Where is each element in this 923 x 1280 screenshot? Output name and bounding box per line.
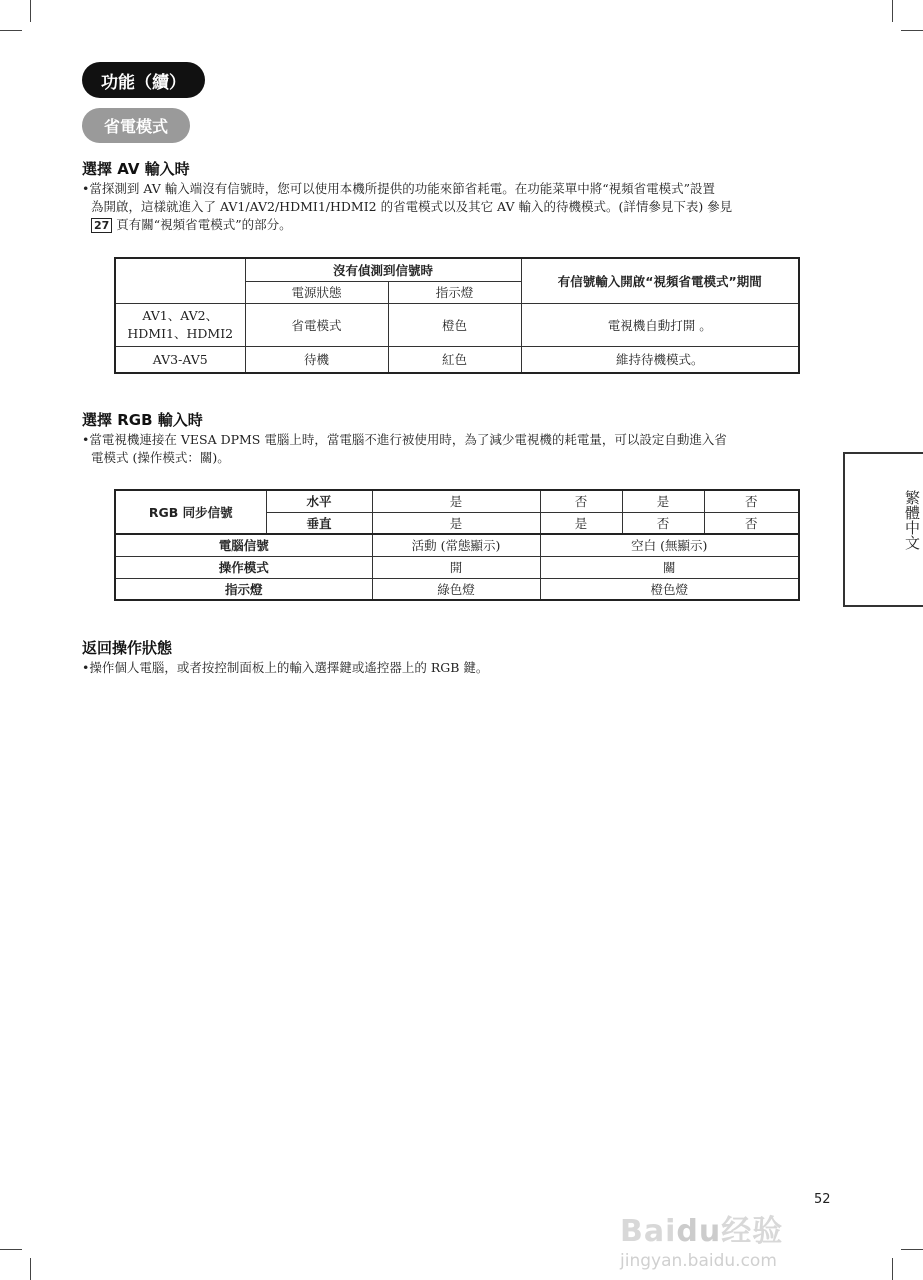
cell: 是 xyxy=(372,512,540,534)
cell: 否 xyxy=(622,512,704,534)
header-power: 電源狀態 xyxy=(245,281,388,303)
sync-label: RGB 同步信號 xyxy=(115,490,266,534)
subsection-pill: 省電模式 xyxy=(82,108,190,143)
crop-mark xyxy=(30,0,31,22)
rgb-text-line: 當電視機連接在 VESA DPMS 電腦上時，當電腦不進行被使用時，為了減少電視機的耗電量，可以設定自動進入省 xyxy=(89,432,727,447)
horizontal-label: 水平 xyxy=(266,490,372,512)
vertical-label: 垂直 xyxy=(266,512,372,534)
crop-mark xyxy=(0,1249,22,1250)
cell: 否 xyxy=(704,512,799,534)
watermark-url-drawing: jingyan.baidu.com xyxy=(620,1251,777,1271)
cell-signal: 維持待機模式。 xyxy=(521,346,799,373)
cell: 空白 (無顯示) xyxy=(540,534,799,556)
resume-text: 操作個人電腦，或者按控制面板上的輸入選擇鍵或遙控器上的 RGB 鍵。 xyxy=(89,660,489,675)
cell-indicator: 紅色 xyxy=(388,346,521,373)
cell-power: 省電模式 xyxy=(245,303,388,346)
av-text-line: 頁有關“視頻省電模式”的部分。 xyxy=(116,217,292,232)
cell: 關 xyxy=(540,556,799,578)
empty-cell xyxy=(115,258,245,303)
cell: 是 xyxy=(372,490,540,512)
cell-indicator: 橙色 xyxy=(388,303,521,346)
watermark-logo xyxy=(620,1214,783,1272)
av-text-line: 當探測到 AV 輸入端沒有信號時，您可以使用本機所提供的功能來節省耗電。在功能菜單中將“視頻省電模式”設置 xyxy=(89,181,716,196)
crop-mark xyxy=(892,1258,893,1280)
crop-mark xyxy=(901,1249,923,1250)
av-text-line: 為開啟，這樣就進入了 AV1/AV2/HDMI1/HDMI2 的省電模式以及其它 AV 輸入的待機模式。(詳情參見下表) 參見 xyxy=(91,199,733,214)
section-pill: 功能（續） xyxy=(82,62,205,98)
av-power-table xyxy=(114,257,800,374)
crop-mark xyxy=(30,1258,31,1280)
header-signal: 有信號輸入開啟“視頻省電模式”期間 xyxy=(521,258,799,303)
cell-signal: 電視機自動打開 。 xyxy=(521,303,799,346)
rgb-text-line: 電模式 (操作模式：關)。 xyxy=(91,450,230,465)
watermark-brand-drawing: Baidu经验 xyxy=(620,1214,784,1249)
crop-mark xyxy=(901,30,923,31)
cell: 否 xyxy=(540,490,622,512)
page-reference: 27 xyxy=(91,218,112,233)
cell: 是 xyxy=(540,512,622,534)
side-tab-label: 繁體中文 xyxy=(903,490,921,550)
header-no-signal: 沒有偵測到信號時 xyxy=(245,258,521,281)
cell: 否 xyxy=(704,490,799,512)
resume-paragraph: •操作個人電腦，或者按控制面板上的輸入選擇鍵或遙控器上的 RGB 鍵。 xyxy=(82,660,489,675)
cell: 綠色燈 xyxy=(372,578,540,600)
indicator-label: 指示燈 xyxy=(115,578,372,600)
crop-mark xyxy=(892,0,893,22)
crop-mark xyxy=(0,30,22,31)
cell: 橙色燈 xyxy=(540,578,799,600)
cell-input: AV1、AV2、HDMI1、HDMI2 xyxy=(115,303,245,346)
header-indicator: 指示燈 xyxy=(388,281,521,303)
cell: 開 xyxy=(372,556,540,578)
page-number: 52 xyxy=(814,1192,831,1207)
cell: 是 xyxy=(622,490,704,512)
rgb-heading: 選擇 RGB 輸入時 xyxy=(82,411,203,429)
rgb-paragraph: •當電視機連接在 VESA DPMS 電腦上時，當電腦不進行被使用時，為了減少電視機的耗電量，可以設定自動進入省 電模式 (操作模式：關)。 xyxy=(82,431,837,467)
av-heading: 選擇 AV 輸入時 xyxy=(82,160,190,178)
rgb-table xyxy=(114,489,800,601)
cell: 活動 (常態顯示) xyxy=(372,534,540,556)
cell-input: AV3-AV5 xyxy=(115,346,245,373)
mode-label: 操作模式 xyxy=(115,556,372,578)
av-paragraph: •當探測到 AV 輸入端沒有信號時，您可以使用本機所提供的功能來節省耗電。在功能菜單中將“視頻省電模式”設置 為開啟，這樣就進入了 AV1/AV2/HDMI1/HDMI2 的省電模式以及其它 AV 輸入的待機模式。(詳情參見下表) 參見 27 頁有關“視頻省電模式”的部分。 xyxy=(82,180,837,234)
resume-heading: 返回操作狀態 xyxy=(82,639,173,657)
pc-signal-label: 電腦信號 xyxy=(115,534,372,556)
cell-power: 待機 xyxy=(245,346,388,373)
language-side-tab xyxy=(843,452,923,607)
